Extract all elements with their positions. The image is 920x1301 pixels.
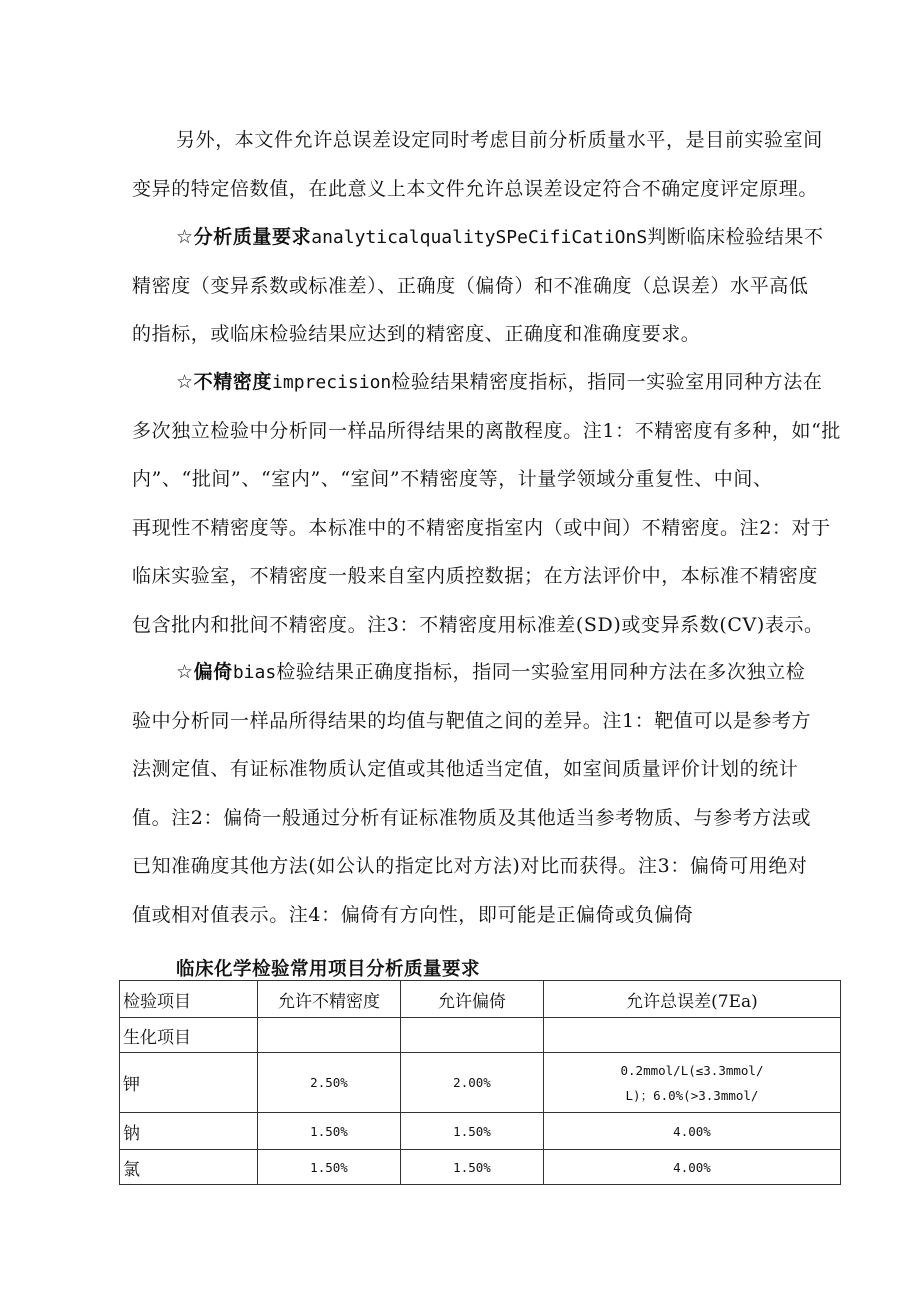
term-heading: ☆不精密度: [176, 371, 273, 393]
item-name: 钾: [120, 1053, 258, 1113]
paragraph-line: 多次独立检验中分析同一样品所得结果的离散程度。注1：不精密度有多种，如“批: [132, 419, 842, 442]
table-row: [120, 1053, 841, 1113]
paragraph-line: 的指标，或临床检验结果应达到的精密度、正确度和准确度要求。: [132, 323, 701, 346]
paragraph-line: 包含批内和批间不精密度。注3：不精密度用标准差(SD)或变异系数(CV)表示。: [132, 613, 824, 636]
group-label: 生化项目: [120, 1018, 258, 1053]
paragraph-text: 检验结果精密度指标，指同一实验室用同种方法在: [391, 371, 823, 393]
table-cell: [258, 1018, 401, 1053]
paragraph-imprecision: [132, 358, 844, 650]
header-bias: 允许偏倚: [401, 981, 544, 1018]
imprecision-value: 2.50%: [258, 1053, 401, 1113]
header-item: 检验项目: [120, 981, 258, 1018]
imprecision-value: 1.50%: [258, 1113, 401, 1150]
paragraph-analytical-quality-spec: [132, 213, 844, 359]
imprecision-value: 1.50%: [258, 1150, 401, 1185]
paragraph-line: 精密度（变异系数或标准差）、正确度（偏倚）和不准确度（总误差）水平高低: [132, 274, 809, 297]
total-error-line: L)；6.0%(>3.3mmol/: [625, 1087, 759, 1103]
item-name: 氯: [120, 1150, 258, 1185]
quality-requirements-table: [119, 980, 841, 1185]
table-title: 临床化学检验常用项目分析质量要求: [176, 959, 481, 980]
term-english: bias: [232, 662, 277, 683]
term-english: imprecision: [272, 372, 392, 393]
item-name: 钠: [120, 1113, 258, 1150]
paragraph-line: 已知准确度其他方法(如公认的指定比对方法)对比而获得。注3：偏倚可用绝对: [132, 855, 808, 878]
paragraph-line: 值或相对值表示。注4：偏倚有方向性，即可能是正偏倚或负偏倚: [132, 903, 694, 926]
paragraph-total-error-note: [132, 116, 844, 213]
page-bottom-margin: [0, 1186, 920, 1301]
paragraph-line: 变异的特定倍数值，在此意义上本文件允许总误差设定符合不确定度评定原理。: [132, 177, 819, 200]
paragraph-line: 临床实验室，不精密度一般来自室内质控数据；在方法评价中，本标准不精密度: [132, 565, 819, 588]
paragraph-line: 内”、“批间”、“室内”、“室间”不精密度等，计量学领域分重复性、中间、: [132, 468, 773, 491]
paragraph-line: 值。注2：偏倚一般通过分析有证标准物质及其他适当参考物质、与参考方法或: [132, 806, 812, 829]
bias-value: 1.50%: [401, 1150, 544, 1185]
table-row: [120, 1113, 841, 1150]
paragraph-text: 检验结果正确度指标，指同一实验室用同种方法在多次独立检: [276, 661, 806, 683]
total-error-value: [544, 1053, 841, 1113]
bias-value: 2.00%: [401, 1053, 544, 1113]
table-row: [120, 1018, 841, 1053]
paragraph-line: 再现性不精密度等。本标准中的不精密度指室内（或中间）不精密度。注2：对于: [132, 516, 831, 539]
table-cell: [401, 1018, 544, 1053]
table-row: [120, 1150, 841, 1185]
paragraph-line: 另外，本文件允许总误差设定同时考虑目前分析质量水平，是目前实验室间: [176, 129, 823, 151]
paragraph-text: 判断临床检验结果不: [647, 226, 824, 248]
header-imprecision: 允许不精密度: [258, 981, 401, 1018]
paragraph-line: 法测定值、有证标准物质认定值或其他适当定值，如室间质量评价计划的统计: [132, 758, 799, 781]
paragraph-bias: [132, 648, 844, 940]
paragraph-line: [132, 648, 844, 697]
paragraph-line: 验中分析同一样品所得结果的均值与靶值之间的差异。注1：靶值可以是参考方: [132, 709, 812, 732]
term-heading: ☆分析质量要求: [176, 226, 312, 248]
table-header-row: [120, 981, 841, 1018]
total-error-line: 0.2mmol/L(≤3.3mmol/: [620, 1062, 764, 1078]
term-english: analyticalqualitySPeCifiCatiOnS: [311, 227, 648, 248]
total-error-value: 4.00%: [544, 1113, 841, 1150]
term-heading: ☆偏倚: [176, 661, 233, 683]
total-error-value: 4.00%: [544, 1150, 841, 1185]
paragraph-line: [132, 213, 844, 262]
bias-value: 1.50%: [401, 1113, 544, 1150]
table-cell: [544, 1018, 841, 1053]
header-total-error: 允许总误差(7Ea): [544, 981, 841, 1018]
paragraph-line: [132, 358, 844, 407]
